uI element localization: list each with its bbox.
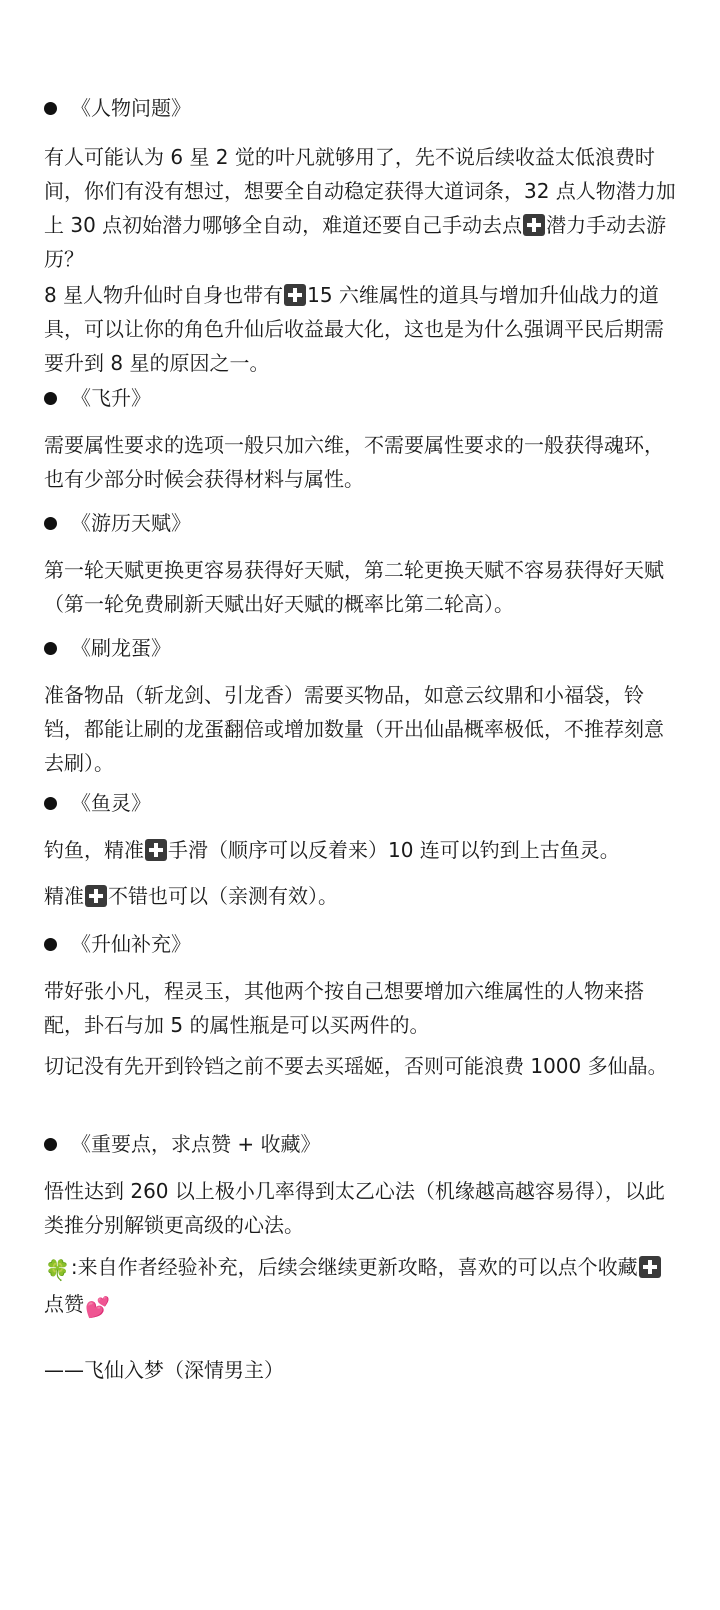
paragraph-text: 点赞 xyxy=(44,1292,84,1316)
two-hearts-icon: 💕 xyxy=(85,1295,110,1319)
paragraph-text: 有人可能认为 6 星 2 觉的叶凡就够用了，先不说后续收益太低浪费时间，你们有没有想过，想要全自动稳定获得大道词条，32 点人物潜力加上 30 点初始潜力哪够全自动，难道还要自己手动去点 xyxy=(44,145,676,237)
author-signature: ——飞仙入梦（深情男主） xyxy=(44,1358,284,1382)
paragraph xyxy=(44,1174,680,1242)
plus-emoji-icon xyxy=(284,284,306,306)
paragraph-text: 带好张小凡，程灵玉，其他两个按自己想要增加六维属性的人物来搭配，卦石与加 5 的属性瓶是可以买两件的。 xyxy=(44,979,644,1037)
section-heading xyxy=(44,383,684,413)
paragraph xyxy=(44,879,680,913)
paragraph xyxy=(44,678,680,780)
section-heading xyxy=(44,1129,684,1159)
heading-text: 《升仙补充》 xyxy=(71,932,191,956)
paragraph-text: :来自作者经验补充，后续会继续更新攻略，喜欢的可以点个收藏 xyxy=(70,1255,638,1279)
paragraph xyxy=(44,428,680,496)
heading-text: 《重要点，求点赞 + 收藏》 xyxy=(71,1132,321,1156)
paragraph-text: 手滑（顺序可以反着来）10 连可以钓到上古鱼灵。 xyxy=(168,838,620,862)
section-heading xyxy=(44,508,684,538)
paragraph xyxy=(44,140,680,276)
paragraph-text: 潜力手动去游历？ xyxy=(44,213,667,271)
plus-emoji-icon xyxy=(523,214,545,236)
paragraph xyxy=(44,1049,680,1083)
section-heading xyxy=(44,633,684,663)
paragraph xyxy=(44,974,680,1042)
paragraph-text: 准备物品（斩龙剑、引龙香）需要买物品，如意云纹鼎和小福袋，铃铛，都能让刷的龙蛋翻倍或增加数量（开出仙晶概率极低，不推荐刻意去刷）。 xyxy=(44,683,664,775)
section-heading xyxy=(44,93,684,123)
paragraph xyxy=(44,553,680,621)
section-heading xyxy=(44,929,684,959)
section-heading xyxy=(44,788,684,818)
heading-text: 《飞升》 xyxy=(71,386,151,410)
paragraph-text: 钓鱼，精准 xyxy=(44,838,144,862)
paragraph-text: 15 六维属性的道具与增加升仙战力的道具，可以让你的角色升仙后收益最大化，这也是为什么强调平民后期需要升到 8 星的原因之一。 xyxy=(44,283,664,375)
bullet-icon xyxy=(44,642,57,655)
bullet-icon xyxy=(44,392,57,405)
paragraph-text: 第一轮天赋更换更容易获得好天赋，第二轮更换天赋不容易获得好天赋（第一轮免费刷新天赋出好天赋的概率比第二轮高）。 xyxy=(44,558,664,616)
paragraph-text: 切记没有先开到铃铛之前不要去买瑶姬，否则可能浪费 1000 多仙晶。 xyxy=(44,1054,668,1078)
bullet-icon xyxy=(44,938,57,951)
paragraph-text: 需要属性要求的选项一般只加六维，不需要属性要求的一般获得魂环，也有少部分时候会获得材料与属性。 xyxy=(44,433,664,491)
heading-text: 《刷龙蛋》 xyxy=(71,636,171,660)
plus-emoji-icon xyxy=(145,839,167,861)
paragraph-text: 不错也可以（亲测有效）。 xyxy=(108,884,338,908)
plus-emoji-icon xyxy=(85,885,107,907)
paragraph-text: 精准 xyxy=(44,884,84,908)
clover-icon: 🍀 xyxy=(45,1258,70,1282)
paragraph-text: 8 星人物升仙时自身也带有 xyxy=(44,283,284,307)
paragraph xyxy=(44,278,680,380)
bullet-icon xyxy=(44,1138,57,1151)
bullet-icon xyxy=(44,102,57,115)
paragraph-text: 悟性达到 260 以上极小几率得到太乙心法（机缘越高越容易得），以此类推分别解锁更高级的心法。 xyxy=(44,1179,665,1237)
plus-emoji-icon xyxy=(639,1256,661,1278)
bullet-icon xyxy=(44,517,57,530)
paragraph xyxy=(44,1250,680,1324)
paragraph xyxy=(44,833,680,867)
heading-text: 《鱼灵》 xyxy=(71,791,151,815)
bullet-icon xyxy=(44,797,57,810)
heading-text: 《游历天赋》 xyxy=(71,511,191,535)
heading-text: 《人物问题》 xyxy=(71,96,191,120)
